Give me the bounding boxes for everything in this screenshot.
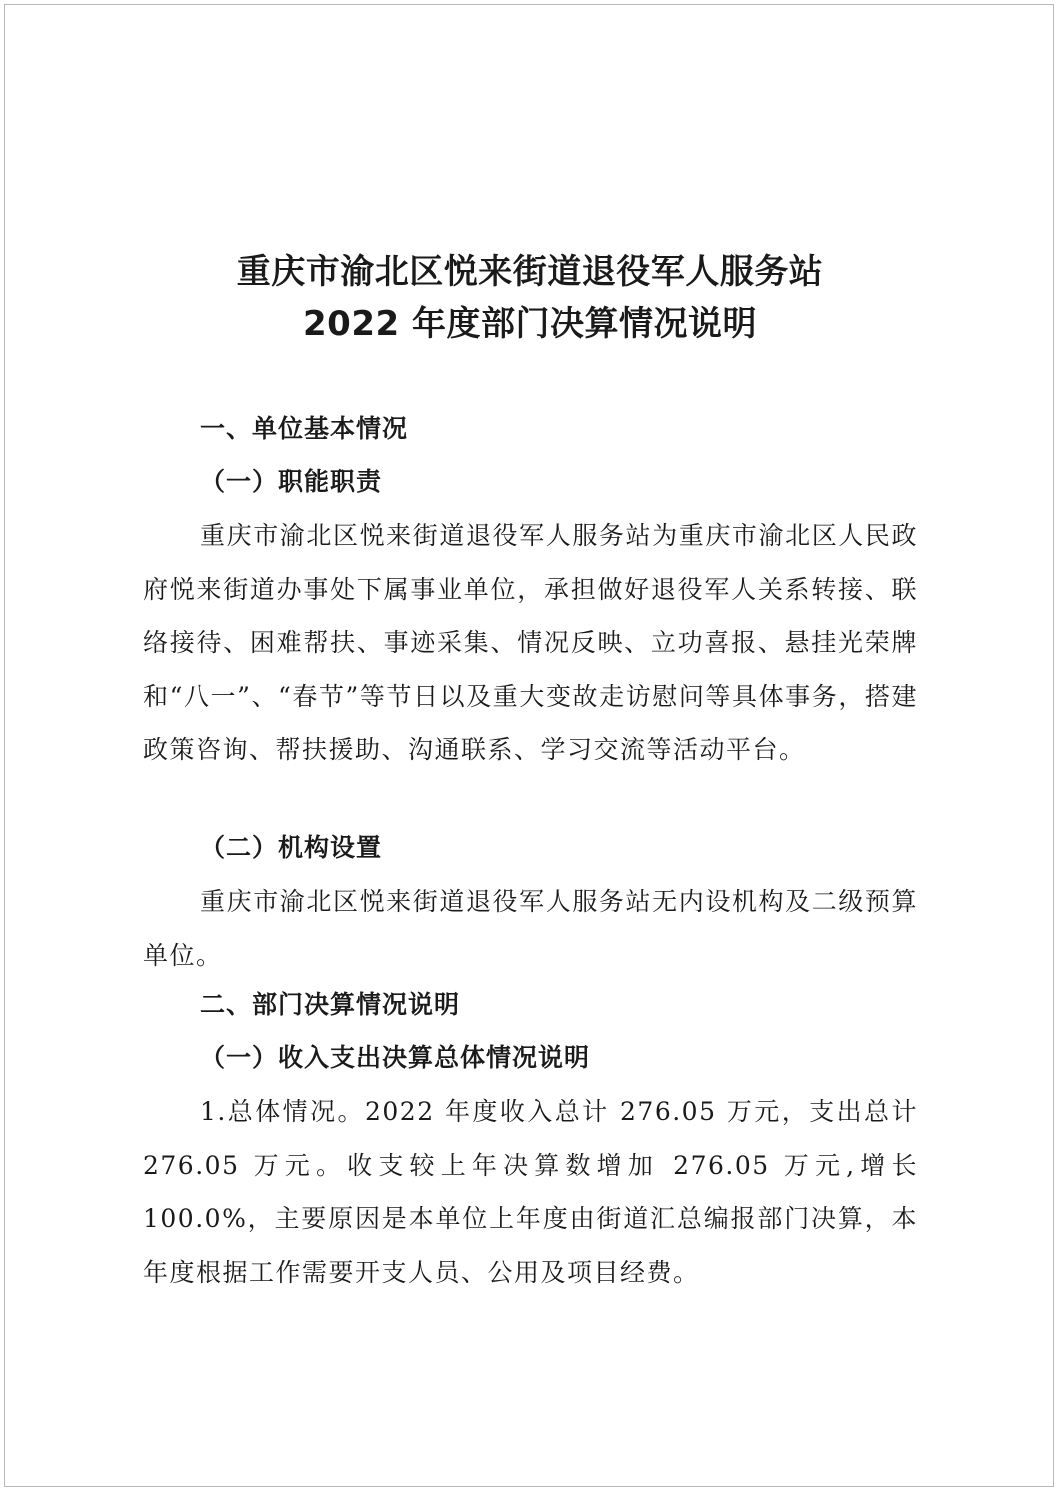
section-1-subheading-organization: （二）机构设置 bbox=[200, 833, 383, 862]
document-title-line-1: 重庆市渝北区悦来街道退役军人服务站 bbox=[236, 252, 824, 292]
section-1-heading: 一、单位基本情况 bbox=[200, 414, 409, 443]
section-1-duties-paragraph: 重庆市渝北区悦来街道退役军人服务站为重庆市渝北区人民政府悦来街道办事处下属事业单位，承担做好退役军人关系转接、联络接待、困难帮扶、事迹采集、情况反映、立功喜报、悬挂光荣牌和“八一”、“春节”等节日以及重大变故走访慰问等具体事务，搭建政策咨询、帮扶援助、沟通联系、学习交流等活动平台。 bbox=[143, 521, 918, 764]
section-2-subheading-overview: （一）收入支出决算总体情况说明 bbox=[200, 1043, 591, 1072]
section-1-organization-paragraph: 重庆市渝北区悦来街道退役军人服务站无内设机构及二级预算单位。 bbox=[143, 887, 918, 970]
section-1-subheading-duties: （一）职能职责 bbox=[200, 467, 383, 496]
section-2-heading: 二、部门决算情况说明 bbox=[200, 990, 461, 1019]
section-2-overview-paragraph: 1.总体情况。2022 年度收入总计 276.05 万元，支出总计 276.05 万元。收支较上年决算数增加 276.05 万元,增长 100.0%，主要原因是本单位上年度由街道汇总编报部门决算，本年度根据工作需要开支人员、公用及项目经费。 bbox=[143, 1097, 918, 1287]
document-title-line-2: 2022 年度部门决算情况说明 bbox=[303, 304, 757, 344]
